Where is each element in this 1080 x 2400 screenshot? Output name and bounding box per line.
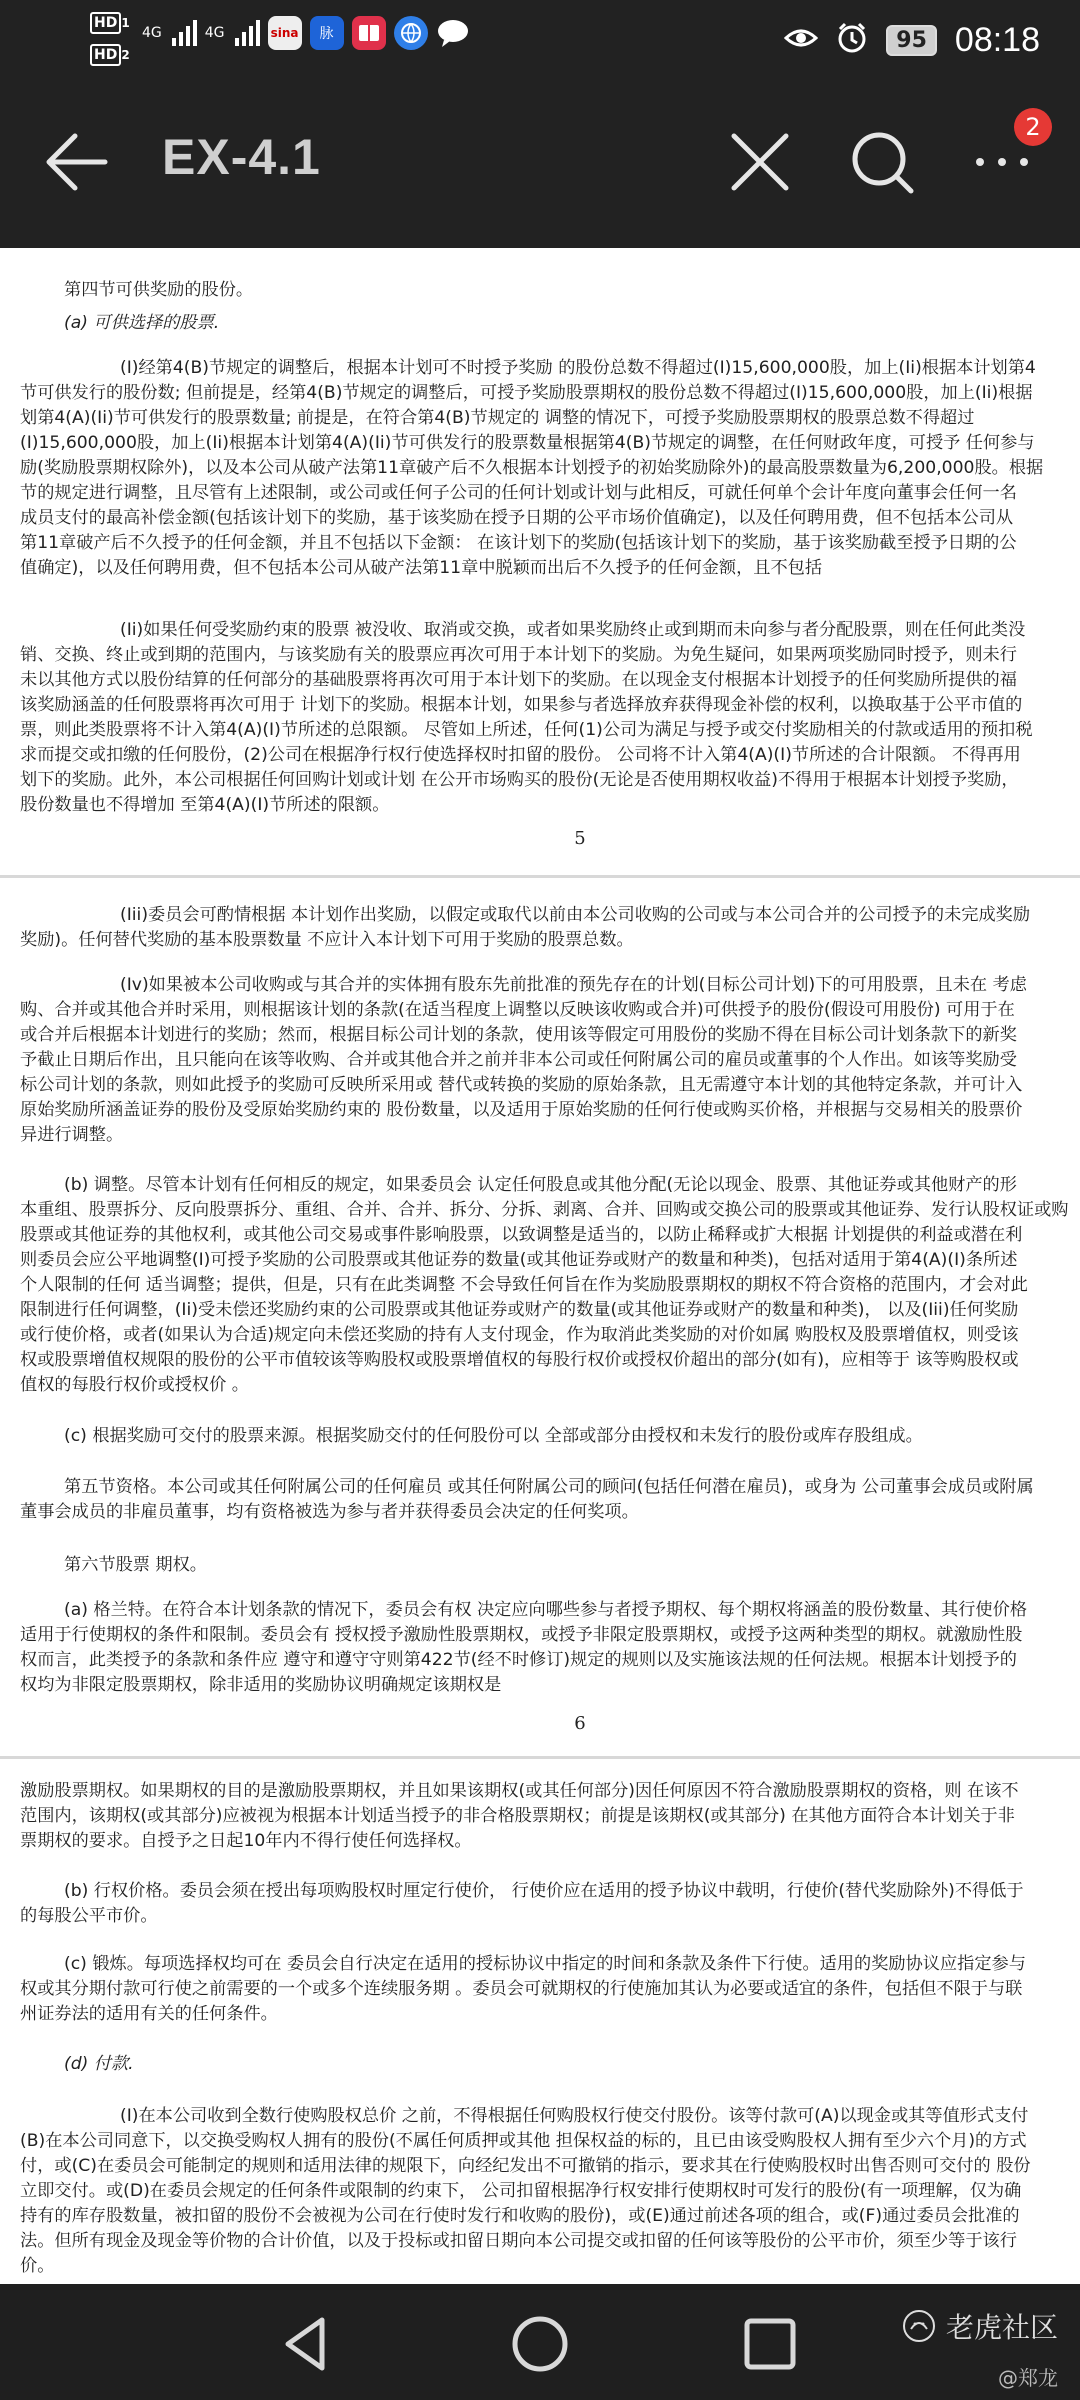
circle-home-icon — [508, 2312, 572, 2376]
text-line: 划第4(A)(Ii)节可供发行的股票数量; 前提是，在符合第4(B)节规定的 调整的情况下，可授予奖励股票期权的股票总数不得超过 — [20, 408, 975, 428]
nav-recents-button[interactable] — [738, 2312, 802, 2376]
text-line: 权均为非限定股票期权，除非适用的奖励协议明确规定该期权是 — [20, 1675, 502, 1695]
more-icon — [972, 152, 1032, 172]
text-line: 价。 — [20, 2256, 55, 2276]
nav-back-button[interactable] — [276, 2312, 340, 2376]
signal-icon-2 — [235, 20, 260, 46]
nav-home-button[interactable] — [508, 2312, 572, 2376]
text-line: (c) 锻炼。每项选择权均可在 委员会自行决定在适用的授标协议中指定的时间和条款及条件下行使。适用的奖励协议应指定参与 — [64, 1954, 1026, 1974]
text-line: (c) 根据奖励可交付的股票来源。根据奖励交付的任何股份可以 全部或部分由授权和未发行的股份或库存股组成。 — [64, 1426, 923, 1446]
more-button[interactable] — [962, 113, 1042, 202]
watermark-text: 老虎社区 — [945, 2311, 1058, 2344]
text-line: (Iv)如果被本公司收购或与其合并的实体拥有股东先前批准的预先存在的计划(目标公司计划)下的可用股票，且未在 考虑 — [120, 975, 1027, 995]
back-arrow-icon — [41, 127, 111, 197]
text-line: 购、合并或其他合并时采用，则根据该计划的条款(在适当程度上调整以反映该收购或合并)可供授予的股份(假设可用股份) 可用于在 — [20, 1000, 1015, 1020]
mai-app-icon: 脉 — [310, 16, 344, 50]
text-line: 付，或(C)在委员会可能制定的规则和适用法律的规限下，向经纪发出不可撤销的指示，要求其在行使购股权时出售否则可交付的 股份 — [20, 2156, 1031, 2176]
text-line: (b) 行权价格。委员会须在授出每项购股权时厘定行使价， 行使价应在适用的授予协议中载明，行使价(替代奖励除外)不得低于 — [64, 1881, 1024, 1901]
text-line: 持有的库存股数量，被扣留的股份不会被视为公司在行使时发行和收购的股份)，或(E)通过前述各项的组合，或(F)通过委员会批准的 — [20, 2206, 1020, 2226]
watermark-user: @郑龙 — [998, 2366, 1058, 2390]
text-line: 值确定)，以及任何聘用费，但不包括本公司从破产法第11章中脱颖而出后不久授予的任何金额，且不包括 — [20, 558, 823, 578]
hd-indicator-1: HD 1 — [90, 12, 130, 34]
close-icon — [728, 130, 792, 194]
text-line: (I)经第4(B)节规定的调整后，根据本计划可不时授予奖励 的股份总数不得超过(I)15,600,000股，加上(Ii)根据本计划第4 — [120, 358, 1036, 378]
tiger-logo-icon — [902, 2309, 936, 2343]
text-line: 该奖励涵盖的任何股票将再次可用于 计划下的奖励。根据本计划，如果参与者选择放弃获得现金补偿的权利，以换取基于公平市值的 — [20, 695, 1023, 715]
text-line: 异进行调整。 — [20, 1125, 124, 1145]
text-line: 节的规定进行调整，且尽管有上述限制，或公司或任何子公司的任何计划或计划与此相反，可就任何单个会计年度向董事会任何一名 — [20, 483, 1017, 503]
book-app-icon — [352, 16, 386, 50]
text-line: 股份数量也不得增加 至第4(A)(I)节所述的限额。 — [20, 795, 390, 815]
document-viewer[interactable] — [0, 248, 1080, 2284]
text-line: 求而提交或扣缴的任何股份，(2)公司在根据净行权行使选择权时扣留的股份。 公司将不计入第4(A)(I)节所述的合计限额。 不得再用 — [20, 745, 1021, 765]
text-line: 未以其他方式以股份结算的任何部分的基础股票将再次可用于本计划下的奖励。在以现金支付根据本计划授予的任何奖励所提供的福 — [20, 670, 1017, 690]
text-line: 励(奖励股票期权除外)，以及本公司从破产法第11章破产后不久根据本计划授予的初始奖励除外)的最高股票数量为6,200,000股。根据 — [20, 458, 1044, 478]
document-page-5 — [0, 248, 1080, 878]
text-line: 范围内，该期权(或其部分)应被视为根据本计划适当授予的非合格股票期权；前提是该期权(或其部分) 在其他方面符合本计划关于非 — [20, 1806, 1015, 1826]
network-type-2: 4G — [204, 25, 225, 41]
system-nav-bar — [0, 2284, 1080, 2400]
text-line: 节可供发行的股份数; 但前提是，经第4(B)节规定的调整后，可授予奖励股票期权的股份总数不得超过(I)15,600,000股，加上(Ii)根据 — [20, 383, 1033, 403]
text-line: 限制进行任何调整，(Ii)受未偿还奖励约束的公司股票或其他证券或财产的数量(或其他证券或财产的数量和种类)， 以及(Iii)任何奖励 — [20, 1300, 1019, 1320]
text-line: 票，则此类股票将不计入第4(A)(I)节所述的总限额。 尽管如上所述，任何(1)公司为满足与授予或交付奖励相关的付款或适用的预扣税 — [20, 720, 1033, 740]
text-line: 个人限制的任何 适当调整；提供，但是，只有在此类调整 不会导致任何旨在作为奖励股票期权的期权不符合资格的范围内，才会对此 — [20, 1275, 1028, 1295]
text-line: (I)在本公司收到全数行使购股权总价 之前，不得根据任何购股权行使交付股份。该等付款可(A)以现金或其等值形式支付 — [120, 2106, 1029, 2126]
sina-app-icon: sina — [268, 16, 302, 50]
app-bar — [0, 80, 1080, 248]
battery-level: 95 — [886, 25, 937, 56]
subsection-heading: (d) 付款. — [64, 2054, 134, 2074]
text-line: 股票或其他证券的其他权利，或其他公司交易或事件影响股票，以致调整是适当的，以防止稀释或扩大根据 计划提供的利益或潜在利 — [20, 1225, 1023, 1245]
text-line: 州证券法的适用有关的任何条件。 — [20, 2004, 278, 2024]
text-line: 权而言，此类授予的条款和条件应 遵守和遵守守则第422节(经不时修订)规定的规则以及实施该法规的任何法规。根据本计划授予的 — [20, 1650, 1017, 1670]
section-heading: 第四节可供奖励的股份。 — [64, 280, 254, 300]
text-line: 立即交付。或(D)在委员会规定的任何条件或限制的约束下， 公司扣留根据净行权安排行使期权时可发行的股份(有一项理解，仅为确 — [20, 2181, 1022, 2201]
back-button[interactable] — [36, 122, 116, 202]
page-number: 6 — [574, 1713, 586, 1734]
eye-icon — [784, 26, 818, 54]
subsection-heading: (a) 可供选择的股票. — [64, 313, 220, 333]
square-recents-icon — [738, 2312, 802, 2376]
text-line: 法。但所有现金及现金等价物的合计价值，以及于投标或扣留日期向本公司提交或扣留的任何该等股份的公平市价，须至少等于该行 — [20, 2231, 1017, 2251]
text-line: 第11章破产后不久授予的任何金额，并且不包括以下金额： 在该计划下的奖励(包括该计划下的奖励，基于该奖励截至授予日期的公 — [20, 533, 1017, 553]
text-line: 第五节资格。本公司或其任何附属公司的任何雇员 或其任何附属公司的顾问(包括任何潜在雇员)，或身为 公司董事会成员或附属 — [64, 1477, 1034, 1497]
alarm-icon — [836, 22, 868, 58]
text-line: 权或股票增值权规限的股份的公平市值较该等购股权或股票增值权的每股行权价或授权价超出的部分(如有)，应相等于 该等购股权或 — [20, 1350, 1019, 1370]
document-page-7 — [0, 1759, 1080, 2284]
triangle-back-icon — [276, 2312, 340, 2376]
text-line: 激励股票期权。如果期权的目的是激励股票期权，并且如果该期权(或其任何部分)因任何原因不符合激励股票期权的资格，则 在该不 — [20, 1781, 1019, 1801]
status-bar — [0, 0, 1080, 80]
network-type-1: 4G — [142, 25, 162, 41]
text-line: (a) 格兰特。在符合本计划条款的情况下，委员会有权 决定应向哪些参与者授予期权、每个期权将涵盖的股份数量、其行使价格 — [64, 1600, 1028, 1620]
close-button[interactable] — [720, 122, 800, 202]
browser-app-icon — [394, 16, 428, 50]
text-line: (b) 调整。尽管本计划有任何相反的规定，如果委员会 认定任何股息或其他分配(无论以现金、股票、其他证券或其他财产的形 — [64, 1175, 1017, 1195]
text-line: 的每股公平市价。 — [20, 1906, 158, 1926]
search-icon — [847, 127, 917, 197]
text-line: 或合并后根据本计划进行的奖励；然而，根据目标公司计划的条款，使用该等假定可用股份的奖励不得在目标公司计划条款下的新奖 — [20, 1025, 1017, 1045]
page-title: EX-4.1 — [162, 129, 321, 185]
section-heading: 第六节股票 期权。 — [64, 1555, 207, 1575]
page-number: 5 — [574, 828, 586, 849]
text-line: 本重组、股票拆分、反向股票拆分、重组、合并、合并、拆分、分拆、剥离、合并、回购或交换公司的股票或其他证券、发行认股权证或购 — [20, 1200, 1069, 1220]
text-line: (Iii)委员会可酌情根据 本计划作出奖励，以假定或取代以前由本公司收购的公司或与本公司合并的公司授予的未完成奖励 — [120, 905, 1031, 925]
text-line: 划下的奖励。此外，本公司根据任何回购计划或计划 在公开市场购买的股份(无论是否使用期权收益)不得用于根据本计划授予奖励， — [20, 770, 1019, 790]
signal-icon — [172, 20, 197, 46]
search-button[interactable] — [842, 122, 922, 202]
text-line: 董事会成员的非雇员董事，均有资格被选为参与者并获得委员会决定的任何奖项。 — [20, 1502, 639, 1522]
text-line: 奖励)。任何替代奖励的基本股票数量 不应计入本计划下可用于奖励的股票总数。 — [20, 930, 634, 950]
text-line: 票期权的要求。自授予之日起10年内不得行使任何选择权。 — [20, 1831, 472, 1851]
text-line: 成员支付的最高补偿金额(包括该计划下的奖励，基于该奖励在授予日期的公平市场价值确定)，以及任何聘用费，但不包括本公司从 — [20, 508, 1014, 528]
watermark — [902, 2306, 1058, 2346]
text-line: 值权的每股行权价或授权价 。 — [20, 1375, 249, 1395]
text-line: (Ii)如果任何受奖励约束的股票 被没收、取消或交换，或者如果奖励终止或到期而未向参与者分配股票，则在任何此类没 — [120, 620, 1026, 640]
message-app-icon — [436, 16, 470, 50]
text-line: 原始奖励所涵盖证券的股份及受原始奖励约束的 股份数量，以及适用于原始奖励的任何行使或购买价格，并根据与交易相关的股票价 — [20, 1100, 1023, 1120]
text-line: (I)15,600,000股，加上(Ii)根据本计划第4(A)(Ii)节可供发行的股票数量根据第4(B)节规定的调整，在任何财政年度，可授予 任何参与 — [20, 433, 1035, 453]
text-line: 则委员会应公平地调整(I)可授予奖励的公司股票或其他证券的数量(或其他证券或财产的数量和种类)，包括对适用于第4(A)(I)条所述 — [20, 1250, 1018, 1270]
text-line: 适用于行使期权的条件和限制。委员会有 授权授予激励性股票期权，或授予非限定股票期权，或授予这两种类型的期权。就激励性股 — [20, 1625, 1023, 1645]
text-line: 予截止日期后作出，且只能向在该等收购、合并或其他合并之前并非本公司或任何附属公司的雇员或董事的个人作出。如该等奖励受 — [20, 1050, 1017, 1070]
text-line: 或行使价格，或者(如果认为合适)规定向未偿还奖励的持有人支付现金，作为取消此类奖励的对价如属 购股权及股票增值权，则受该 — [20, 1325, 1019, 1345]
text-line: (B)在本公司同意下，以交换受购权人拥有的股份(不属任何质押或其他 担保权益的标的，且已由该受购股权人拥有至少六个月)的方式 — [20, 2131, 1027, 2151]
text-line: 权或其分期付款可行使之前需要的一个或多个连续服务期 。委员会可就期权的行使施加其认为必要或适宜的条件，包括但不限于与联 — [20, 1979, 1023, 1999]
text-line: 销、交换、终止或到期的范围内，与该奖励有关的股票应再次可用于本计划下的奖励。为免生疑问，如果两项奖励同时授予，则未行 — [20, 645, 1017, 665]
clock: 08:18 — [954, 20, 1040, 59]
notification-badge: 2 — [1014, 108, 1052, 146]
text-line: 标公司计划的条款，则如此授予的奖励可反映所采用或 替代或转换的奖励的原始条款，且无需遵守本计划的其他特定条款，并可计入 — [20, 1075, 1023, 1095]
hd-indicator-2: HD 2 — [90, 44, 130, 66]
